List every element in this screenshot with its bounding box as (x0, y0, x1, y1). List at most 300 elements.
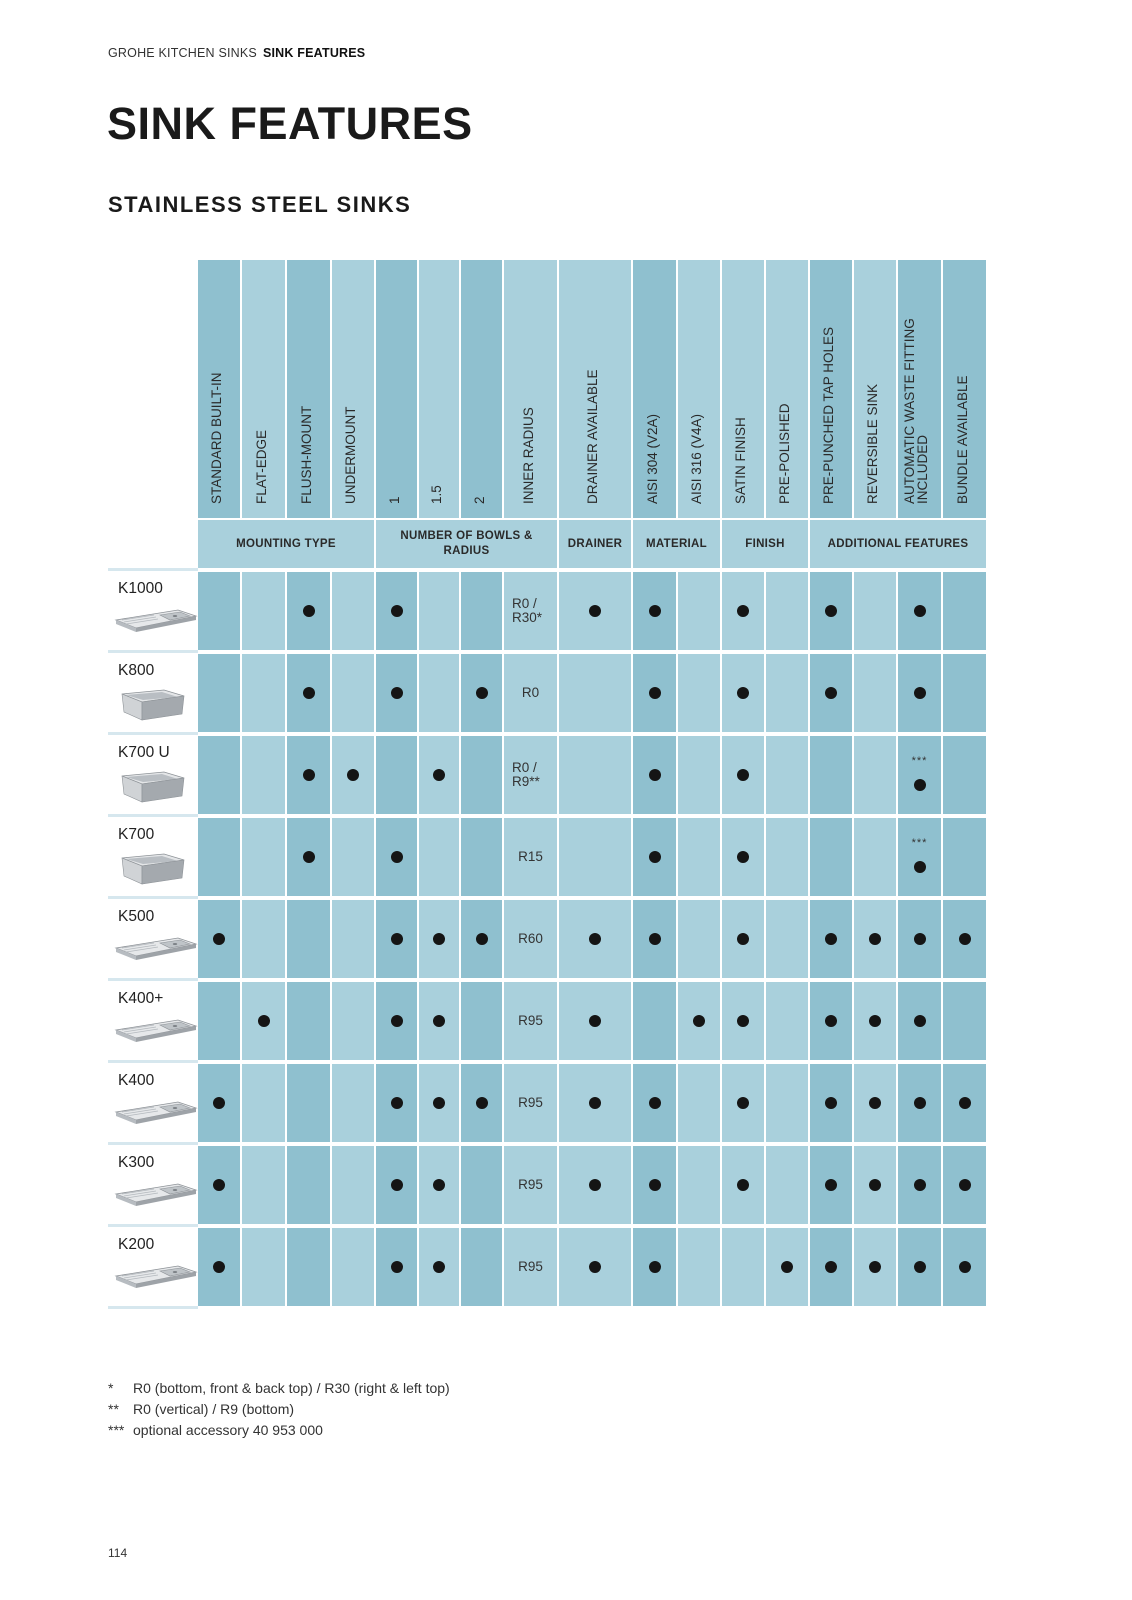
row-separator (108, 568, 198, 571)
group-header-label: MOUNTING TYPE (236, 537, 336, 550)
table-cell (559, 1064, 631, 1142)
table-cell (943, 1064, 986, 1142)
feature-dot (959, 1097, 971, 1109)
table-cell (198, 982, 240, 1060)
column-header-label: AISI 316 (V4A) (689, 413, 704, 504)
table-cell (287, 572, 330, 650)
table-cell (766, 900, 808, 978)
table-cell (810, 900, 852, 978)
feature-dot (914, 861, 926, 873)
inner-radius-value: R95 (518, 1259, 543, 1274)
table-cell (854, 572, 896, 650)
column-header-label: PRE-POLISHED (777, 403, 792, 504)
table-cell (810, 1228, 852, 1306)
feature-dot (433, 1015, 445, 1027)
sink-with-drainer-icon (114, 1092, 198, 1141)
table-cell (559, 818, 631, 896)
breadcrumb-current: SINK FEATURES (262, 46, 366, 60)
feature-dot (391, 851, 403, 863)
table-cell (504, 900, 557, 978)
model-name: K700 (118, 826, 155, 843)
inner-radius-value: R95 (518, 1095, 543, 1110)
table-cell (722, 736, 764, 814)
feature-dot (433, 769, 445, 781)
table-cell (943, 1146, 986, 1224)
row-separator (108, 814, 198, 817)
feature-dot (649, 851, 661, 863)
table-cell (461, 818, 502, 896)
table-cell (242, 900, 285, 978)
feature-dot (914, 605, 926, 617)
group-header (198, 520, 374, 568)
group-header (559, 520, 631, 568)
group-header-label: ADDITIONAL FEATURES (827, 537, 969, 550)
table-cell (504, 572, 557, 650)
column-header-label: AUTOMATIC WASTE FITTING INCLUDED (901, 318, 930, 504)
row-separator (108, 1142, 198, 1145)
column-header-label: FLUSH-MOUNT (298, 405, 314, 504)
table-cell (766, 654, 808, 732)
table-cell (810, 572, 852, 650)
table-cell (766, 572, 808, 650)
column-header-label: UNDERMOUNT (343, 406, 358, 504)
table-cell (722, 818, 764, 896)
table-cell (287, 1064, 330, 1142)
table-cell (678, 1146, 720, 1224)
table-cell (943, 736, 986, 814)
feature-dot (869, 1015, 881, 1027)
table-cell (419, 818, 459, 896)
page-title: SINK FEATURES (107, 98, 473, 149)
row-separator (108, 896, 198, 899)
group-header (722, 520, 808, 568)
column-header-label: FLAT-EDGE (253, 429, 269, 504)
group-header (633, 520, 720, 568)
table-cell (332, 818, 374, 896)
feature-dot (825, 933, 837, 945)
table-cell (332, 900, 374, 978)
table-cell (504, 1064, 557, 1142)
feature-dot (391, 1179, 403, 1191)
square-sink-icon (114, 764, 192, 813)
table-cell (504, 1228, 557, 1306)
column-header (242, 260, 285, 518)
model-name: K500 (118, 908, 155, 925)
feature-dot (589, 1015, 601, 1027)
row-separator (108, 732, 198, 735)
table-cell (419, 736, 459, 814)
feature-dot (213, 1179, 225, 1191)
feature-dot (825, 1015, 837, 1027)
feature-dot (781, 1261, 793, 1273)
table-cell (559, 1228, 631, 1306)
table-cell (287, 736, 330, 814)
table-cell (559, 572, 631, 650)
column-header (461, 260, 502, 518)
feature-dot (589, 933, 601, 945)
column-header (633, 260, 676, 518)
table-cell (898, 572, 941, 650)
feature-dot (391, 687, 403, 699)
feature-dot (959, 1179, 971, 1191)
table-cell (633, 1146, 676, 1224)
sink-with-drainer-icon (114, 1010, 198, 1059)
row-separator (108, 1306, 198, 1309)
table-cell (678, 1064, 720, 1142)
column-header (504, 260, 557, 518)
model-name: K200 (118, 1236, 155, 1253)
feature-dot (825, 1179, 837, 1191)
row-separator (108, 1224, 198, 1227)
group-header-label: FINISH (745, 537, 785, 550)
feature-dot (433, 933, 445, 945)
table-cell (376, 818, 417, 896)
table-cell (722, 572, 764, 650)
table-cell (810, 818, 852, 896)
feature-dot (391, 1097, 403, 1109)
feature-dot (303, 605, 315, 617)
column-header (943, 260, 986, 518)
table-cell (633, 818, 676, 896)
table-cell (722, 1146, 764, 1224)
column-header-label: SATIN FINISH (733, 417, 748, 504)
group-header-label: DRAINER (567, 537, 623, 550)
feature-dot (433, 1097, 445, 1109)
table-cell (810, 1146, 852, 1224)
table-cell (376, 572, 417, 650)
optional-accessory-marker: *** (911, 755, 928, 767)
table-cell (810, 982, 852, 1060)
table-cell (287, 982, 330, 1060)
table-cell (678, 1228, 720, 1306)
table-cell (287, 900, 330, 978)
table-cell (766, 982, 808, 1060)
feature-dot (649, 1097, 661, 1109)
feature-dot (869, 1261, 881, 1273)
table-cell (198, 1228, 240, 1306)
table-cell (461, 1064, 502, 1142)
table-cell (633, 1064, 676, 1142)
feature-dot (914, 1261, 926, 1273)
feature-dot (737, 1015, 749, 1027)
feature-dot (737, 851, 749, 863)
table-cell (678, 818, 720, 896)
table-cell (722, 1064, 764, 1142)
table-cell (332, 1146, 374, 1224)
table-cell (287, 1228, 330, 1306)
table-cell (898, 982, 941, 1060)
sink-with-drainer-icon (114, 600, 198, 649)
feature-dot (737, 605, 749, 617)
footnote-marker: ** (108, 1401, 119, 1417)
table-cell (461, 1228, 502, 1306)
table-cell (332, 982, 374, 1060)
table-cell (943, 818, 986, 896)
table-cell (898, 1064, 941, 1142)
table-cell (810, 1064, 852, 1142)
table-cell (242, 654, 285, 732)
table-cell (461, 736, 502, 814)
table-cell (504, 1146, 557, 1224)
model-name: K400+ (118, 990, 164, 1007)
table-cell (678, 736, 720, 814)
inner-radius-value: R0 (521, 685, 540, 700)
table-cell (242, 1064, 285, 1142)
feature-dot (825, 605, 837, 617)
column-header (559, 260, 631, 518)
column-header (810, 260, 852, 518)
column-header-label: PRE-PUNCHED TAP HOLES (821, 326, 836, 504)
feature-dot (693, 1015, 705, 1027)
table-cell (242, 1146, 285, 1224)
column-header-label: REVERSIBLE SINK (865, 383, 880, 504)
feature-dot (303, 687, 315, 699)
footnote-text: R0 (vertical) / R9 (bottom) (133, 1401, 295, 1417)
sink-with-drainer-icon (114, 1174, 198, 1223)
square-sink-icon (114, 846, 192, 895)
table-cell (854, 736, 896, 814)
table-cell (898, 900, 941, 978)
table-cell (419, 1064, 459, 1142)
table-cell (943, 654, 986, 732)
column-header-label: 1 (386, 496, 402, 504)
table-cell (198, 1064, 240, 1142)
table-cell (854, 654, 896, 732)
page-number: 114 (108, 1546, 128, 1560)
column-header-label: BUNDLE AVAILABLE (954, 375, 970, 504)
feature-dot (649, 605, 661, 617)
feature-dot (737, 933, 749, 945)
feature-dot (737, 687, 749, 699)
column-header-label: STANDARD BUILT-IN (209, 372, 224, 504)
footnote-marker: * (108, 1380, 114, 1396)
feature-dot (303, 851, 315, 863)
column-header-label: INNER RADIUS (520, 407, 536, 504)
feature-dot (213, 1097, 225, 1109)
feature-dot (391, 1261, 403, 1273)
feature-dot (959, 933, 971, 945)
group-header-label: NUMBER OF BOWLS & RADIUS (400, 530, 533, 557)
table-cell (419, 654, 459, 732)
feature-dot (391, 1015, 403, 1027)
sink-with-drainer-icon (114, 1256, 198, 1305)
footnote-text: R0 (bottom, front & back top) / R30 (right & left top) (133, 1380, 450, 1396)
table-cell (332, 736, 374, 814)
model-name: K1000 (118, 580, 163, 597)
column-header (766, 260, 808, 518)
table-cell (854, 982, 896, 1060)
table-cell (559, 1146, 631, 1224)
table-cell (854, 818, 896, 896)
column-header-label: AISI 304 (V2A) (644, 413, 660, 504)
table-cell (419, 900, 459, 978)
feature-dot (589, 1261, 601, 1273)
table-cell (242, 572, 285, 650)
table-cell (559, 900, 631, 978)
table-cell (722, 982, 764, 1060)
table-cell (376, 1064, 417, 1142)
column-header (376, 260, 417, 518)
table-cell (504, 654, 557, 732)
table-cell (419, 572, 459, 650)
table-cell (332, 1228, 374, 1306)
model-name: K400 (118, 1072, 155, 1089)
table-cell (678, 654, 720, 732)
feature-dot (589, 1097, 601, 1109)
column-header-label: 2 (471, 496, 487, 504)
table-cell (559, 982, 631, 1060)
table-cell (419, 1228, 459, 1306)
feature-dot (213, 933, 225, 945)
table-cell (461, 1146, 502, 1224)
column-header-label: 1.5 (429, 485, 444, 504)
feature-dot (649, 769, 661, 781)
table-cell (633, 572, 676, 650)
table-cell (678, 982, 720, 1060)
footnotes (108, 1378, 450, 1441)
inner-radius-value: R15 (518, 849, 543, 864)
feature-dot (914, 779, 926, 791)
table-cell (376, 1146, 417, 1224)
feature-dot (476, 687, 488, 699)
table-cell (332, 654, 374, 732)
feature-dot (869, 1097, 881, 1109)
feature-dot (959, 1261, 971, 1273)
feature-dot (391, 605, 403, 617)
table-cell (419, 982, 459, 1060)
table-cell (559, 736, 631, 814)
table-cell (633, 654, 676, 732)
table-cell (198, 654, 240, 732)
feature-dot (737, 1097, 749, 1109)
column-header (332, 260, 374, 518)
table-cell (198, 818, 240, 896)
table-cell (376, 1228, 417, 1306)
table-cell (242, 818, 285, 896)
feature-dot (589, 1179, 601, 1191)
column-header-label: DRAINER AVAILABLE (585, 369, 600, 504)
column-header (898, 260, 941, 518)
table-cell (854, 1064, 896, 1142)
feature-dot (649, 687, 661, 699)
table-cell (943, 982, 986, 1060)
footnote (108, 1399, 450, 1420)
table-cell (854, 1146, 896, 1224)
table-cell (198, 736, 240, 814)
table-cell (810, 736, 852, 814)
inner-radius-value: R95 (518, 1177, 543, 1192)
feature-dot (476, 933, 488, 945)
table-cell (332, 1064, 374, 1142)
optional-accessory-marker: *** (911, 837, 928, 849)
feature-dot (213, 1261, 225, 1273)
column-header (198, 260, 240, 518)
table-cell (854, 900, 896, 978)
table-cell (766, 1228, 808, 1306)
column-header (678, 260, 720, 518)
feature-dot (737, 769, 749, 781)
feature-dot (914, 1179, 926, 1191)
square-sink-icon (114, 682, 192, 731)
table-cell (461, 654, 502, 732)
feature-dot (433, 1261, 445, 1273)
table-cell (376, 654, 417, 732)
table-cell (242, 982, 285, 1060)
inner-radius-value: R0 / R30* (512, 596, 543, 625)
feature-dot (914, 687, 926, 699)
column-header (854, 260, 896, 518)
table-cell (504, 818, 557, 896)
model-name: K700 U (118, 744, 170, 761)
table-cell (419, 1146, 459, 1224)
feature-dot (391, 933, 403, 945)
table-cell (898, 1228, 941, 1306)
table-cell (461, 982, 502, 1060)
feature-dot (914, 933, 926, 945)
footnote-text: optional accessory 40 953 000 (133, 1422, 323, 1438)
table-cell (559, 654, 631, 732)
feature-dot (303, 769, 315, 781)
table-cell (854, 1228, 896, 1306)
table-cell (810, 654, 852, 732)
table-cell (242, 1228, 285, 1306)
table-cell (898, 736, 941, 814)
row-separator (108, 978, 198, 981)
model-name: K300 (118, 1154, 155, 1171)
table-cell (678, 572, 720, 650)
table-cell (766, 1146, 808, 1224)
table-cell (766, 736, 808, 814)
feature-dot (825, 1097, 837, 1109)
column-header (722, 260, 764, 518)
table-cell (198, 900, 240, 978)
table-cell (766, 1064, 808, 1142)
row-separator (108, 1060, 198, 1063)
table-cell (943, 900, 986, 978)
table-cell (678, 900, 720, 978)
model-name: K800 (118, 662, 155, 679)
feature-dot (649, 1179, 661, 1191)
feature-dot (347, 769, 359, 781)
group-header (810, 520, 986, 568)
feature-dot (589, 605, 601, 617)
table-cell (943, 1228, 986, 1306)
sink-with-drainer-icon (114, 928, 198, 977)
inner-radius-value: R95 (518, 1013, 543, 1028)
table-cell (198, 572, 240, 650)
table-cell (287, 818, 330, 896)
table-cell (943, 572, 986, 650)
table-cell (461, 900, 502, 978)
feature-dot (869, 933, 881, 945)
table-cell (722, 900, 764, 978)
table-cell (376, 900, 417, 978)
table-cell (633, 1228, 676, 1306)
table-cell (898, 818, 941, 896)
column-header (287, 260, 330, 518)
feature-dot (433, 1179, 445, 1191)
table-cell (287, 654, 330, 732)
table-cell (504, 982, 557, 1060)
group-header (376, 520, 557, 568)
feature-dot (825, 1261, 837, 1273)
table-cell (332, 572, 374, 650)
table-cell (504, 736, 557, 814)
feature-dot (869, 1179, 881, 1191)
feature-dot (914, 1097, 926, 1109)
table-cell (198, 1146, 240, 1224)
table-cell (633, 736, 676, 814)
